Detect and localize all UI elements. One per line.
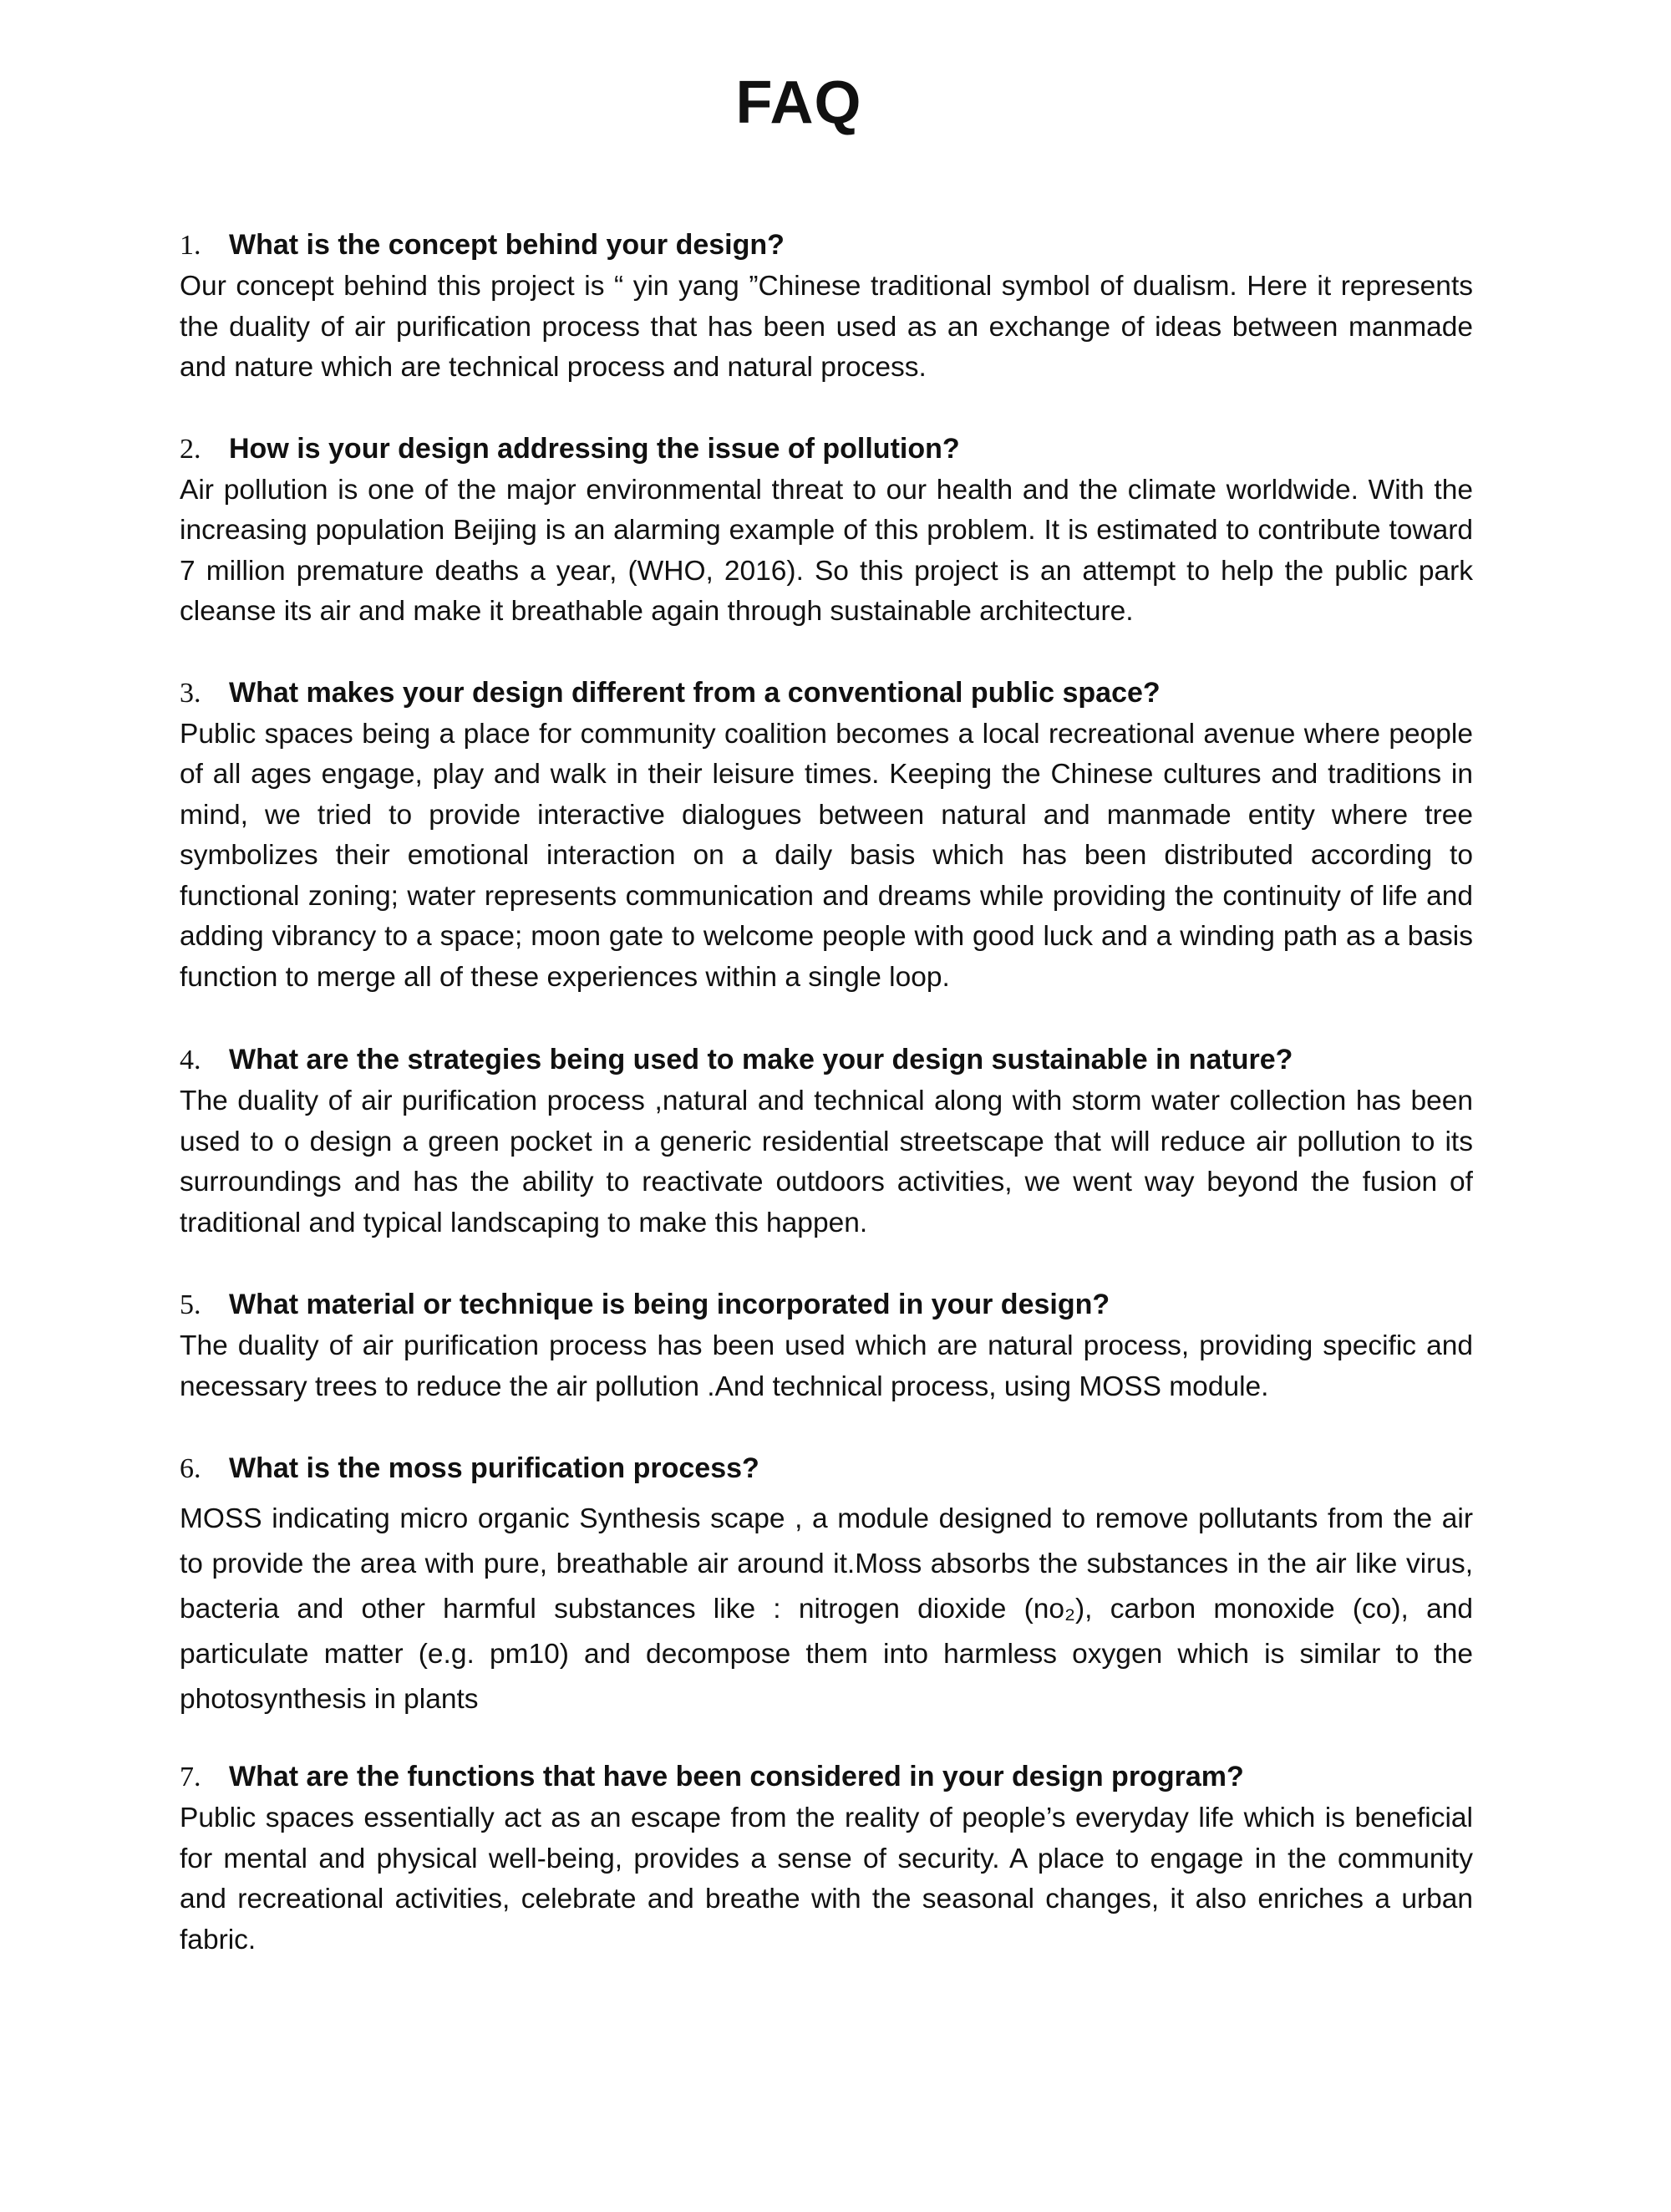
faq-list	[0, 224, 1671, 1960]
faq-item	[180, 1447, 1473, 1722]
question-number: 7.	[180, 1762, 201, 1792]
question-number: 2.	[180, 433, 201, 465]
faq-item	[180, 1039, 1473, 1243]
question-text: What makes your design different from a conventional public space?	[229, 676, 1161, 709]
faq-question	[180, 1039, 1473, 1081]
faq-answer: Our concept behind this project is “ yin yang ”Chinese traditional symbol of dualism. Here it represents the duality of air purification process that has been used as an exchange of ideas between manmade and nature which are technical process and natural process.	[180, 271, 1473, 383]
question-number: 5.	[180, 1289, 201, 1320]
question-text: What material or technique is being incorporated in your design?	[229, 1289, 1110, 1320]
faq-answer: The duality of air purification process ,natural and technical along with storm water collection has been used to o design a green pocket in a generic residential streetscape that will reduce air pollution to its surroundings and has the ability to reactivate outdoors activities, we went way beyond the fusion of traditional and typical landscaping to make this happen.	[180, 1086, 1473, 1238]
faq-answer: MOSS indicating micro organic Synthesis scape , a module designed to remove pollutants from the air to provide the area with pure, breathable air around it.Moss absorbs the substances in the air like virus, bacteria and other harmful substances like : nitrogen dioxide (no₂), carbon monoxide (co), and particulate matter (e.g. pm10) and decompose them into harmless oxygen which is similar to the photosynthesis in plants	[180, 1503, 1473, 1715]
faq-question	[180, 1756, 1473, 1798]
faq-answer: Public spaces being a place for community coalition becomes a local recreational avenue where people of all ages engage, play and walk in their leisure times. Keeping the Chinese cultures and traditions in mind, we tried to provide interactive dialogues between natural and manmade entity where tree symbolizes their emotional interaction on a daily basis which has been distributed according to functional zoning; water represents communication and dreams while providing the continuity of life and adding vibrancy to a space; moon gate to welcome people with good luck and a winding path as a basis function to merge all of these experiences within a single loop.	[180, 718, 1473, 993]
question-text: How is your design addressing the issue of pollution?	[229, 432, 960, 465]
faq-question	[180, 1284, 1473, 1326]
faq-question	[180, 224, 1473, 267]
page-title: FAQ	[735, 69, 862, 136]
faq-item	[180, 1756, 1473, 1960]
faq-item	[180, 1284, 1473, 1407]
question-text: What is the concept behind your design?	[229, 229, 785, 261]
faq-item	[180, 672, 1473, 999]
question-text: What are the functions that have been considered in your design program?	[229, 1761, 1244, 1792]
faq-answer: Air pollution is one of the major environmental threat to our health and the climate worldwide. With the increasing population Beijing is an alarming example of this problem. It is estimated to contribute toward 7 million premature deaths a year, (WHO, 2016). So this project is an attempt to help the public park cleanse its air and make it breathable again through sustainable architecture.	[180, 474, 1473, 627]
faq-question	[180, 1447, 1473, 1490]
faq-question	[180, 428, 1473, 470]
question-text: What is the moss purification process?	[229, 1452, 759, 1484]
faq-answer: The duality of air purification process has been used which are natural process, providing specific and necessary trees to reduce the air pollution .And technical process, using MOSS module.	[180, 1330, 1473, 1402]
faq-item	[180, 224, 1473, 389]
question-number: 1.	[180, 230, 201, 261]
faq-item	[180, 428, 1473, 633]
question-number: 3.	[180, 677, 201, 709]
question-number: 4.	[180, 1045, 201, 1075]
question-text: What are the strategies being used to make your design sustainable in nature?	[229, 1044, 1293, 1075]
faq-answer: Public spaces essentially act as an escape from the reality of people’s everyday life which is beneficial for mental and physical well-being, provides a sense of security. A place to engage in the community and recreational activities, celebrate and breathe with the seasonal changes, it also enriches a urban fabric.	[180, 1803, 1473, 1955]
question-number: 6.	[180, 1453, 201, 1484]
faq-question	[180, 672, 1473, 714]
